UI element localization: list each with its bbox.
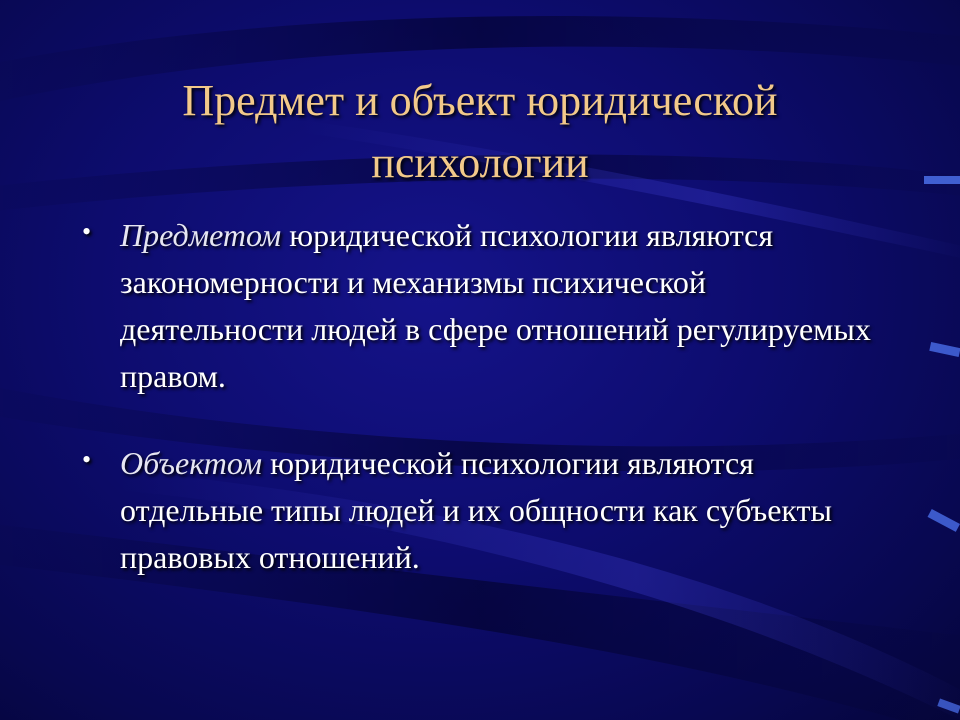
slide-title-line-2: психологии bbox=[371, 138, 589, 187]
slide-title-line-1: Предмет и объект юридической bbox=[182, 76, 778, 125]
slide-title bbox=[60, 70, 900, 194]
bullet-text: юридической психологии являются закономерности и механизмы психической деятельности людей в сфере отношений регулируемых правом. bbox=[120, 217, 871, 394]
bullet-dot-icon: • bbox=[82, 445, 92, 474]
edge-tick-2 bbox=[929, 342, 960, 357]
bullet-item-subject bbox=[78, 212, 878, 400]
bullet-text: юридической психологии являются отдельные типы людей и их общности как субъекты правовых отношений. bbox=[120, 445, 833, 575]
bullet-term: Предметом bbox=[120, 217, 282, 253]
bullet-dot-icon: • bbox=[82, 217, 92, 246]
bullet-term: Объектом bbox=[120, 445, 263, 481]
edge-tick-1 bbox=[924, 176, 960, 184]
edge-tick-3 bbox=[928, 509, 960, 532]
bullet-list bbox=[78, 212, 878, 581]
bullet-item-object bbox=[78, 440, 878, 581]
